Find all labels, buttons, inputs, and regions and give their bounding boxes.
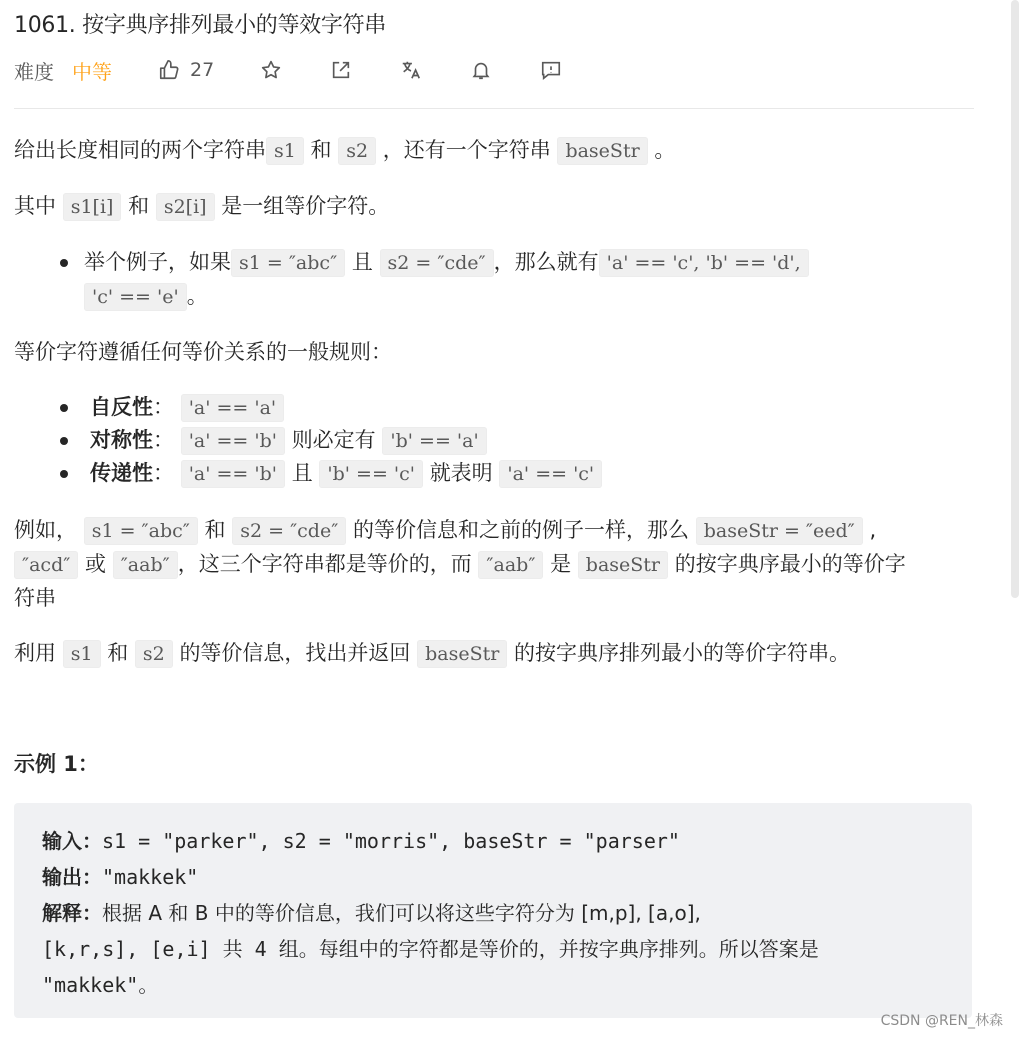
- code-example: 'a' == 'c': [499, 460, 602, 488]
- text: 是: [550, 552, 572, 576]
- example-code-block: [14, 803, 972, 1018]
- text: 和: [107, 641, 129, 665]
- text: 则必定有: [291, 428, 376, 452]
- bullet-dot: [60, 470, 68, 478]
- share-icon[interactable]: [328, 57, 354, 83]
- code-example: 'a' == 'c', 'b' == 'd',: [599, 249, 809, 277]
- desc-paragraph-5: [14, 637, 850, 667]
- code-s1-i: s1[i]: [63, 193, 122, 221]
- problem-meta-bar: [14, 56, 564, 84]
- input-label: 输入：: [42, 829, 102, 853]
- code-s2: s2: [135, 640, 173, 668]
- rule-reflexive: [90, 391, 284, 421]
- example-input-line: [42, 825, 680, 854]
- text: 或: [85, 552, 107, 576]
- problem-title: 1061. 按字典序排列最小的等效字符串: [14, 13, 386, 38]
- code-example: s2 = ″cde″: [380, 249, 494, 277]
- desc-paragraph-4-line3: 符串: [14, 586, 56, 610]
- text: 。: [186, 284, 208, 308]
- text: 和: [204, 518, 226, 542]
- text: 的等价信息和之前的例子一样，那么: [353, 518, 690, 542]
- code-example: s1 = ″abc″: [84, 517, 198, 545]
- text: ，这三个字符串都是等价的，而: [177, 552, 472, 576]
- desc-paragraph-2: [14, 190, 389, 220]
- example-title: 示例 1：: [14, 752, 99, 776]
- text: 利用: [14, 641, 56, 665]
- explain-label: 解释：: [42, 901, 102, 925]
- code-s2-i: s2[i]: [156, 193, 215, 221]
- like-count: 27: [190, 59, 215, 81]
- rule-name: 自反性: [90, 395, 153, 419]
- text: ：: [153, 395, 174, 419]
- text: ：: [153, 461, 174, 485]
- code-example: 'c' == 'e': [84, 283, 187, 311]
- desc-paragraph-3: 等价字符遵循任何等价关系的一般规则：: [14, 340, 392, 364]
- desc-paragraph-4-line2: [14, 548, 906, 578]
- text: 且: [351, 250, 373, 274]
- thumbs-up-icon: [156, 57, 182, 83]
- text: ，还有一个字符串: [382, 138, 551, 162]
- text: ：: [153, 428, 174, 452]
- code-example: 'b' == 'c': [319, 460, 423, 488]
- code-example: 'a' == 'b': [181, 460, 285, 488]
- code-example: ″aab″: [478, 551, 543, 579]
- code-basestr: baseStr: [417, 640, 507, 668]
- code-example: ″acd″: [14, 551, 78, 579]
- rule-transitive: [90, 457, 602, 487]
- rule-symmetric: [90, 424, 487, 454]
- desc-paragraph-4-line1: [14, 514, 876, 544]
- like-button[interactable]: [156, 57, 214, 83]
- text: 例如，: [14, 518, 77, 542]
- text: 的等价信息，找出并返回: [179, 641, 411, 665]
- output-label: 输出：: [42, 865, 102, 889]
- text: 的按字典序排列最小的等价字符串。: [514, 641, 851, 665]
- text: 就表明: [429, 461, 493, 485]
- page-scrollbar[interactable]: [1011, 0, 1019, 598]
- difficulty-label: 难度: [14, 59, 54, 84]
- code-example: s1 = ″abc″: [231, 249, 345, 277]
- code-s2: s2: [338, 137, 376, 165]
- desc-paragraph-1: [14, 134, 675, 164]
- example-explain-line1: [42, 897, 701, 926]
- code-example: 'a' == 'a': [181, 394, 284, 422]
- code-example: 'b' == 'a': [382, 427, 486, 455]
- code-example: s2 = ″cde″: [232, 517, 346, 545]
- output-value: "makkek": [102, 865, 199, 889]
- example-bullet-line1: [84, 246, 809, 276]
- bullet-dot: [60, 259, 68, 267]
- text: 是一组等价字符。: [221, 194, 390, 218]
- text: 且: [291, 461, 313, 485]
- rule-name: 传递性: [90, 461, 153, 485]
- text: ,: [869, 518, 877, 542]
- text: ，那么就有: [493, 250, 599, 274]
- csdn-watermark: CSDN @REN_林森: [880, 1013, 1003, 1029]
- code-s1: s1: [63, 640, 101, 668]
- text: 举个例子，如果: [84, 250, 231, 274]
- text: 给出长度相同的两个字符串: [14, 138, 266, 162]
- code-example: 'a' == 'b': [181, 427, 285, 455]
- star-icon[interactable]: [258, 57, 284, 83]
- bullet-dot: [60, 404, 68, 412]
- input-value: s1 = "parker", s2 = "morris", baseStr = "parser": [102, 829, 680, 853]
- translate-icon[interactable]: [398, 57, 424, 83]
- text: 和: [128, 194, 150, 218]
- header-divider: [14, 108, 974, 109]
- text: 。: [654, 138, 676, 162]
- text: 的按字典序最小的等价字: [674, 552, 906, 576]
- explain-text: 根据 A 和 B 中的等价信息，我们可以将这些字符分为 [m,p], [a,o],: [102, 901, 701, 925]
- example-bullet-line2: [84, 280, 208, 310]
- difficulty-value: 中等: [72, 59, 112, 84]
- example-output-line: [42, 861, 198, 890]
- example-explain-line2: [k,r,s], [e,i] 共 4 组。每组中的字符都是等价的，并按字典序排列。所以答案是: [42, 937, 819, 961]
- text: 和: [310, 138, 332, 162]
- bell-icon[interactable]: [468, 57, 494, 83]
- feedback-icon[interactable]: [538, 57, 564, 83]
- text: 其中: [14, 194, 56, 218]
- code-basestr: baseStr: [557, 137, 647, 165]
- code-example: baseStr = ″eed″: [696, 517, 863, 545]
- example-explain-line3: "makkek"。: [42, 973, 159, 997]
- bullet-dot: [60, 437, 68, 445]
- code-s1: s1: [266, 137, 304, 165]
- code-example: ″aab″: [113, 551, 178, 579]
- code-basestr: baseStr: [578, 551, 668, 579]
- rule-name: 对称性: [90, 428, 153, 452]
